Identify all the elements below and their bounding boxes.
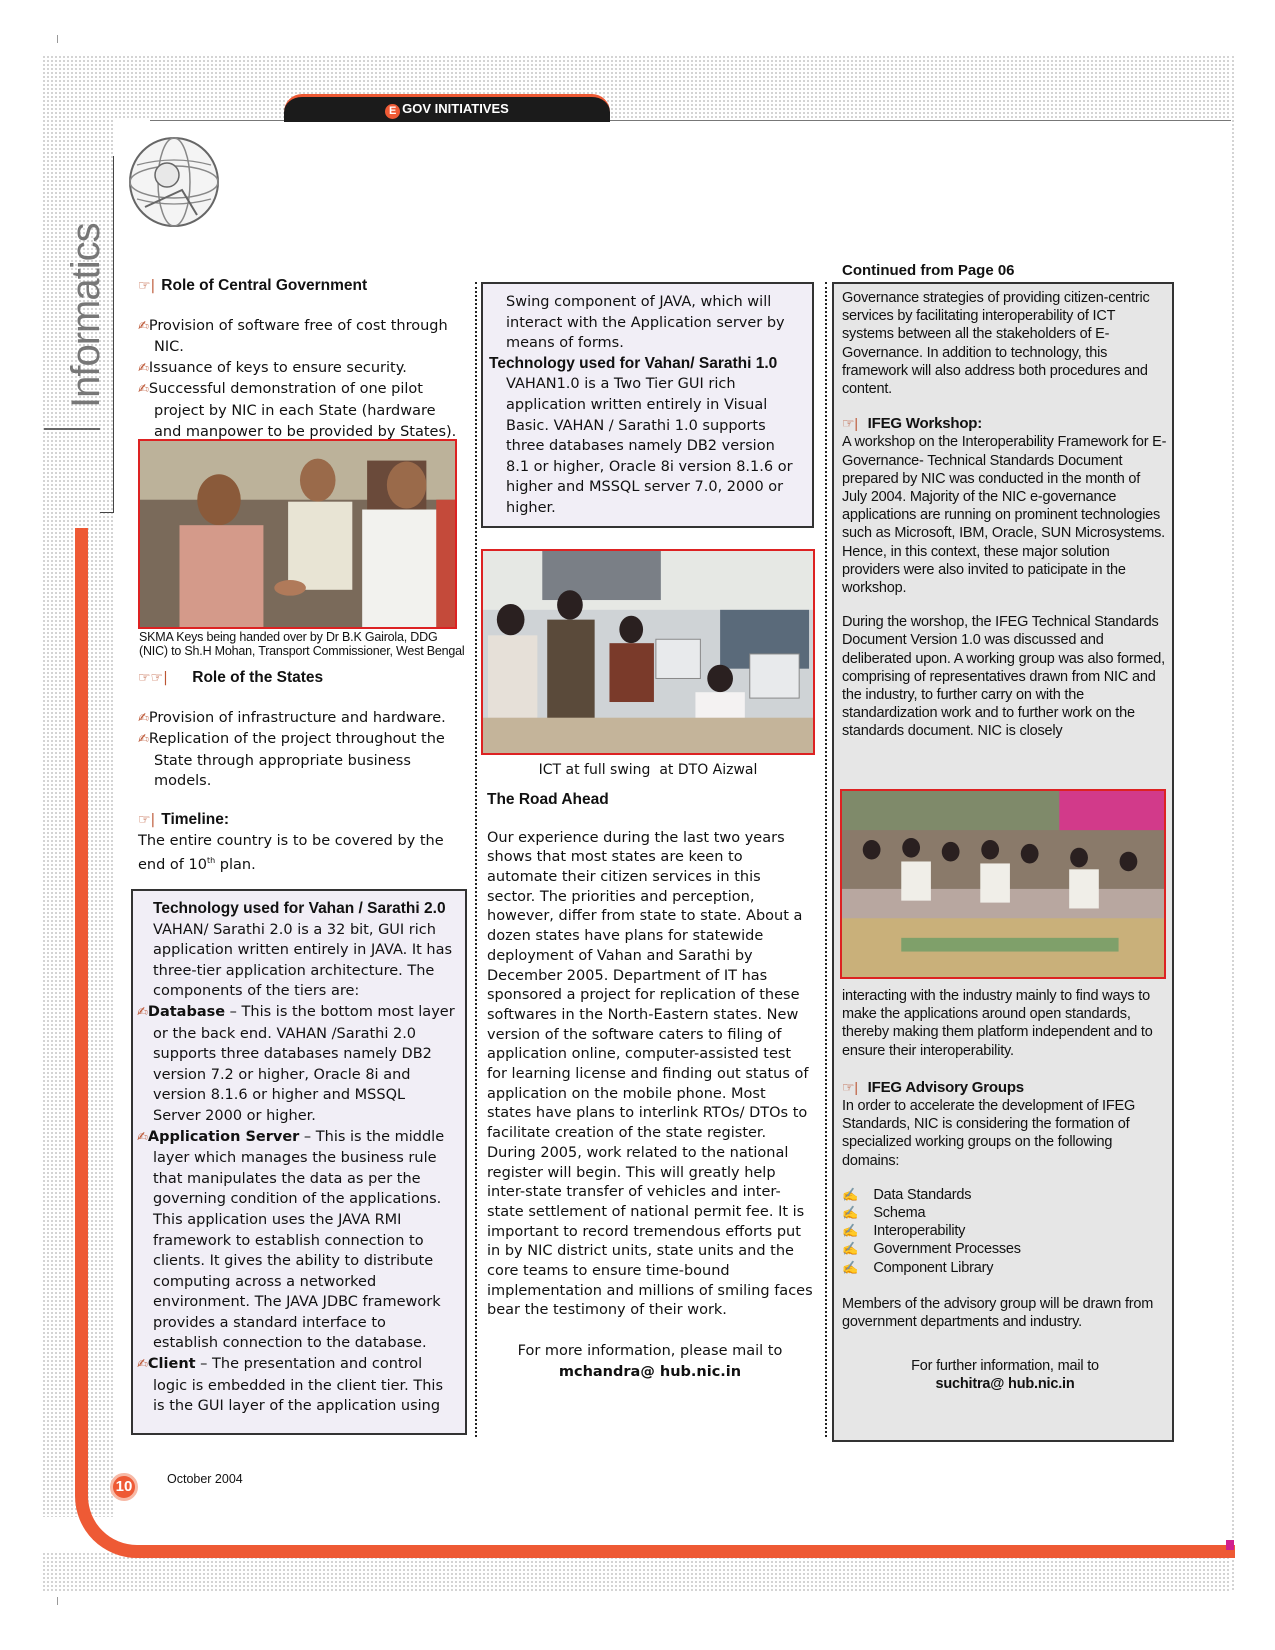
sheet-left-edge: [113, 156, 114, 512]
right-intro: Governance strategies of providing citizen-centric services by facilitating interoperability of ICT systems between all the stakeholders of E-Governance. In addition to technology, this framework will also address both procedures and content.: [842, 290, 1150, 398]
central-bullet: ✍Provision of software free of cost through NIC.: [138, 317, 448, 356]
left-column-middle: [138, 668, 460, 876]
right-mail-address: suchitra@ hub.nic.in: [935, 1376, 1075, 1393]
middle-column-text: [487, 790, 813, 1382]
timeline-heading: Timeline:: [161, 810, 230, 828]
photo1-caption: SKMA Keys being handed over by Dr B.K Gairola, DDG (NIC) to Sh.H Mohan, Transport Commissioner, West Bengal: [139, 630, 465, 658]
road-ahead-heading: The Road Ahead: [487, 791, 609, 808]
domain-item: ✍ Government Processes: [842, 1241, 1021, 1258]
column-divider-right: [825, 282, 827, 1437]
advisory-text: In order to accelerate the development of IFEG Standards, NIC is considering the formation of specialized working groups on the following domains:: [842, 1098, 1136, 1169]
pen-bullet-icon: ✍: [842, 1223, 858, 1239]
vahan1-box-continuation: Swing component of JAVA, which will interact with the Application server by means of forms.: [506, 294, 785, 352]
vahan2-intro: VAHAN/ Sarathi 2.0 is a 32 bit, GUI rich application written entirely in JAVA. It has three-tier application architecture. The components of the tiers are:: [153, 921, 453, 1000]
pen-bullet-icon: ✍: [138, 360, 149, 376]
dotted-border-top: [42, 55, 1234, 120]
mail-line: For more information, please mail to: [517, 1343, 783, 1360]
section-tab-label: GOV INITIATIVES: [402, 101, 509, 116]
photo-ifeg-workshop: [840, 789, 1166, 979]
pen-bullet-icon: ✍: [138, 382, 149, 398]
advisory-heading-row: [842, 1078, 1168, 1097]
continued-label: Continued from Page 06: [842, 262, 1015, 279]
photo2-caption: ICT at full swing at DTO Aizwal: [538, 762, 758, 778]
workshop-heading: IFEG Workshop:: [867, 415, 983, 433]
brand-rule: [44, 428, 100, 430]
central-bullet: ✍Issuance of keys to ensure security.: [138, 359, 407, 376]
states-bullet: ✍Provision of infrastructure and hardware.: [138, 709, 446, 726]
pen-bullet-icon: ✍: [842, 1186, 858, 1202]
tab-letter-badge: E: [385, 104, 400, 119]
vahan2-box-title: Technology used for Vahan / Sarathi 2.0: [153, 900, 446, 917]
domain-item: ✍ Schema: [842, 1205, 926, 1222]
central-heading: Role of Central Government: [161, 277, 368, 294]
domain-item: ✍ Component Library: [842, 1259, 994, 1276]
crop-mark-bottom: [57, 1597, 58, 1605]
vahan2-technology-box: [131, 889, 467, 1435]
pointing-hand-icon: ☞|: [842, 415, 858, 432]
workshop-paragraph-2: During the worshop, the IFEG Technical Standards Document Version 1.0 was discussed and deliberated upon. A working group was also formed, comprising of representatives drawn from NIC and the industry, to further carry on with the standardization work and to further work on the standards document. NIC is closely: [842, 614, 1165, 740]
client-bullet: ✍Client – The presentation and control logic is embedded in the client tier. This is the GUI layer of the application using: [137, 1356, 443, 1415]
pen-bullet-icon: ✍: [842, 1259, 858, 1275]
central-heading-row: [138, 276, 460, 297]
pen-bullet-icon: ✍: [137, 1129, 148, 1145]
section-tab: [284, 94, 610, 122]
crop-mark-top: [57, 35, 58, 43]
states-heading-row: [138, 668, 460, 689]
left-column-top: [138, 276, 460, 442]
vahan1-box-title: Technology used for Vahan/ Sarathi 1.0: [489, 354, 778, 372]
issue-date: October 2004: [167, 1472, 243, 1486]
column-divider-left: [475, 282, 477, 1437]
right-column-bottom: [842, 987, 1168, 1394]
informatics-vertical-title: Informatics: [64, 223, 108, 408]
timeline-text: The entire country is to be covered by the end of 10th plan.: [138, 832, 444, 873]
sheet-left-edge-lower: [100, 512, 114, 513]
page-number: 10: [110, 1473, 138, 1501]
vahan2-box-content: [137, 899, 455, 1417]
domain-item: ✍ Data Standards: [842, 1186, 972, 1203]
vahan1-box-content: [489, 292, 802, 519]
advisory-heading: IFEG Advisory Groups: [867, 1078, 1024, 1096]
pen-bullet-icon: ✍: [842, 1241, 858, 1257]
workshop-heading-row: [842, 414, 1168, 433]
pen-bullet-icon: ✍: [138, 318, 149, 334]
right-mail-line: For further information, mail to: [911, 1358, 1099, 1375]
app-server-bullet: ✍Application Server – This is the middle layer which manages the business rule that manipulates the data as per the governing condition of the applications. This application uses the JAVA RMI framework to establish connection to clients. It gives the ability to distribute computing across a networked environment. The JAVA JDBC framework provides a standard interface to establish connection to the database.: [137, 1128, 445, 1352]
states-bullet: ✍Replication of the project throughout the State through appropriate business models.: [138, 731, 445, 790]
pen-bullet-icon: ✍: [137, 1004, 148, 1020]
pen-bullet-icon: ✍: [137, 1357, 148, 1373]
dotted-border-bottom: [42, 1552, 1234, 1592]
photo-dto-aizwal: [481, 549, 815, 755]
informatics-globe-logo: [127, 135, 221, 229]
vahan1-technology-box: [481, 282, 814, 528]
database-bullet: ✍Database – This is the bottom most layer or the back end. VAHAN /Sarathi 2.0 supports three databases namely DB2 version 7.2 or higher, Oracle 8i and version 8.1.6 or higher and MSSQL Server 2000 or higher.: [137, 1003, 455, 1124]
after-photo-text: interacting with the industry mainly to find ways to make the applications around open standards, thereby making them platform independent and to ensure their interoperability.: [842, 988, 1153, 1059]
domain-item: ✍ Interoperability: [842, 1223, 966, 1240]
pointing-hand-icon: ☞|: [842, 1078, 858, 1095]
workshop-paragraph-1: A workshop on the Interoperability Framework for E-Governance- Technical Standards Document prepared by NIC was conducted in the month of July 2004. Majority of the NIC e-governance applications are running on prominent technologies such as Microsoft, IBM, Oracle, SUN Microsystems. Hence, in this context, these major solution providers were also invited to paticipate in the workshop.: [842, 434, 1167, 597]
right-column-top: [842, 289, 1168, 741]
pointing-hands-icon: ☞☞|: [138, 670, 168, 686]
pointing-hand-icon: ☞|: [138, 278, 156, 294]
pen-bullet-icon: ✍: [138, 732, 149, 748]
mail-address: mchandra@ hub.nic.in: [558, 1363, 742, 1380]
pen-bullet-icon: ✍: [842, 1205, 858, 1221]
central-bullet: ✍Successful demonstration of one pilot project by NIC in each State (hardware and manpower to be provided by States).: [138, 381, 457, 440]
states-heading: Role of the States: [192, 669, 324, 686]
pointing-hand-icon: ☞|: [138, 811, 156, 828]
road-ahead-text: Our experience during the last two years shows that most states are keen to automate their citizen services in this sector. The priorities and perception, however, differ from state to state. About a dozen states have plans for statewide deployment of Vahan and Sarathi by December 2005. Department of IT has sponsored a project for replication of these softwares in the North-Eastern states. New version of the software caters to filing of application online, computer-assisted test for learning license and finding out status of application on the mobile phone. Most states have plans to interlink RTOs/ DTOs to facilitate creation of the state register. During 2005, work related to the national register will begin. This will greatly help inter-state transfer of vehicles and inter-state settlement of national permit fee. It is important to record tremendous efforts put in by NIC district units, state units and the core teams to ensure time-bound implementation and millions of smiling faces bear the testimony of their work.: [487, 829, 813, 1319]
members-text: Members of the advisory group will be drawn from government departments and industry.: [842, 1295, 1154, 1331]
timeline-heading-row: [138, 810, 460, 831]
vahan1-box-text: VAHAN1.0 is a Two Tier GUI rich application written entirely in Visual Basic. VAHAN / Sarathi 1.0 supports three databases namely DB2 version 8.1 or higher, Oracle 8i version 8.1.6 or higher and MSSQL server 7.0, 2000 or higher.: [506, 376, 793, 516]
magenta-accent: [1226, 1540, 1234, 1550]
photo-keys-handover: [138, 439, 457, 629]
pen-bullet-icon: ✍: [138, 710, 149, 726]
